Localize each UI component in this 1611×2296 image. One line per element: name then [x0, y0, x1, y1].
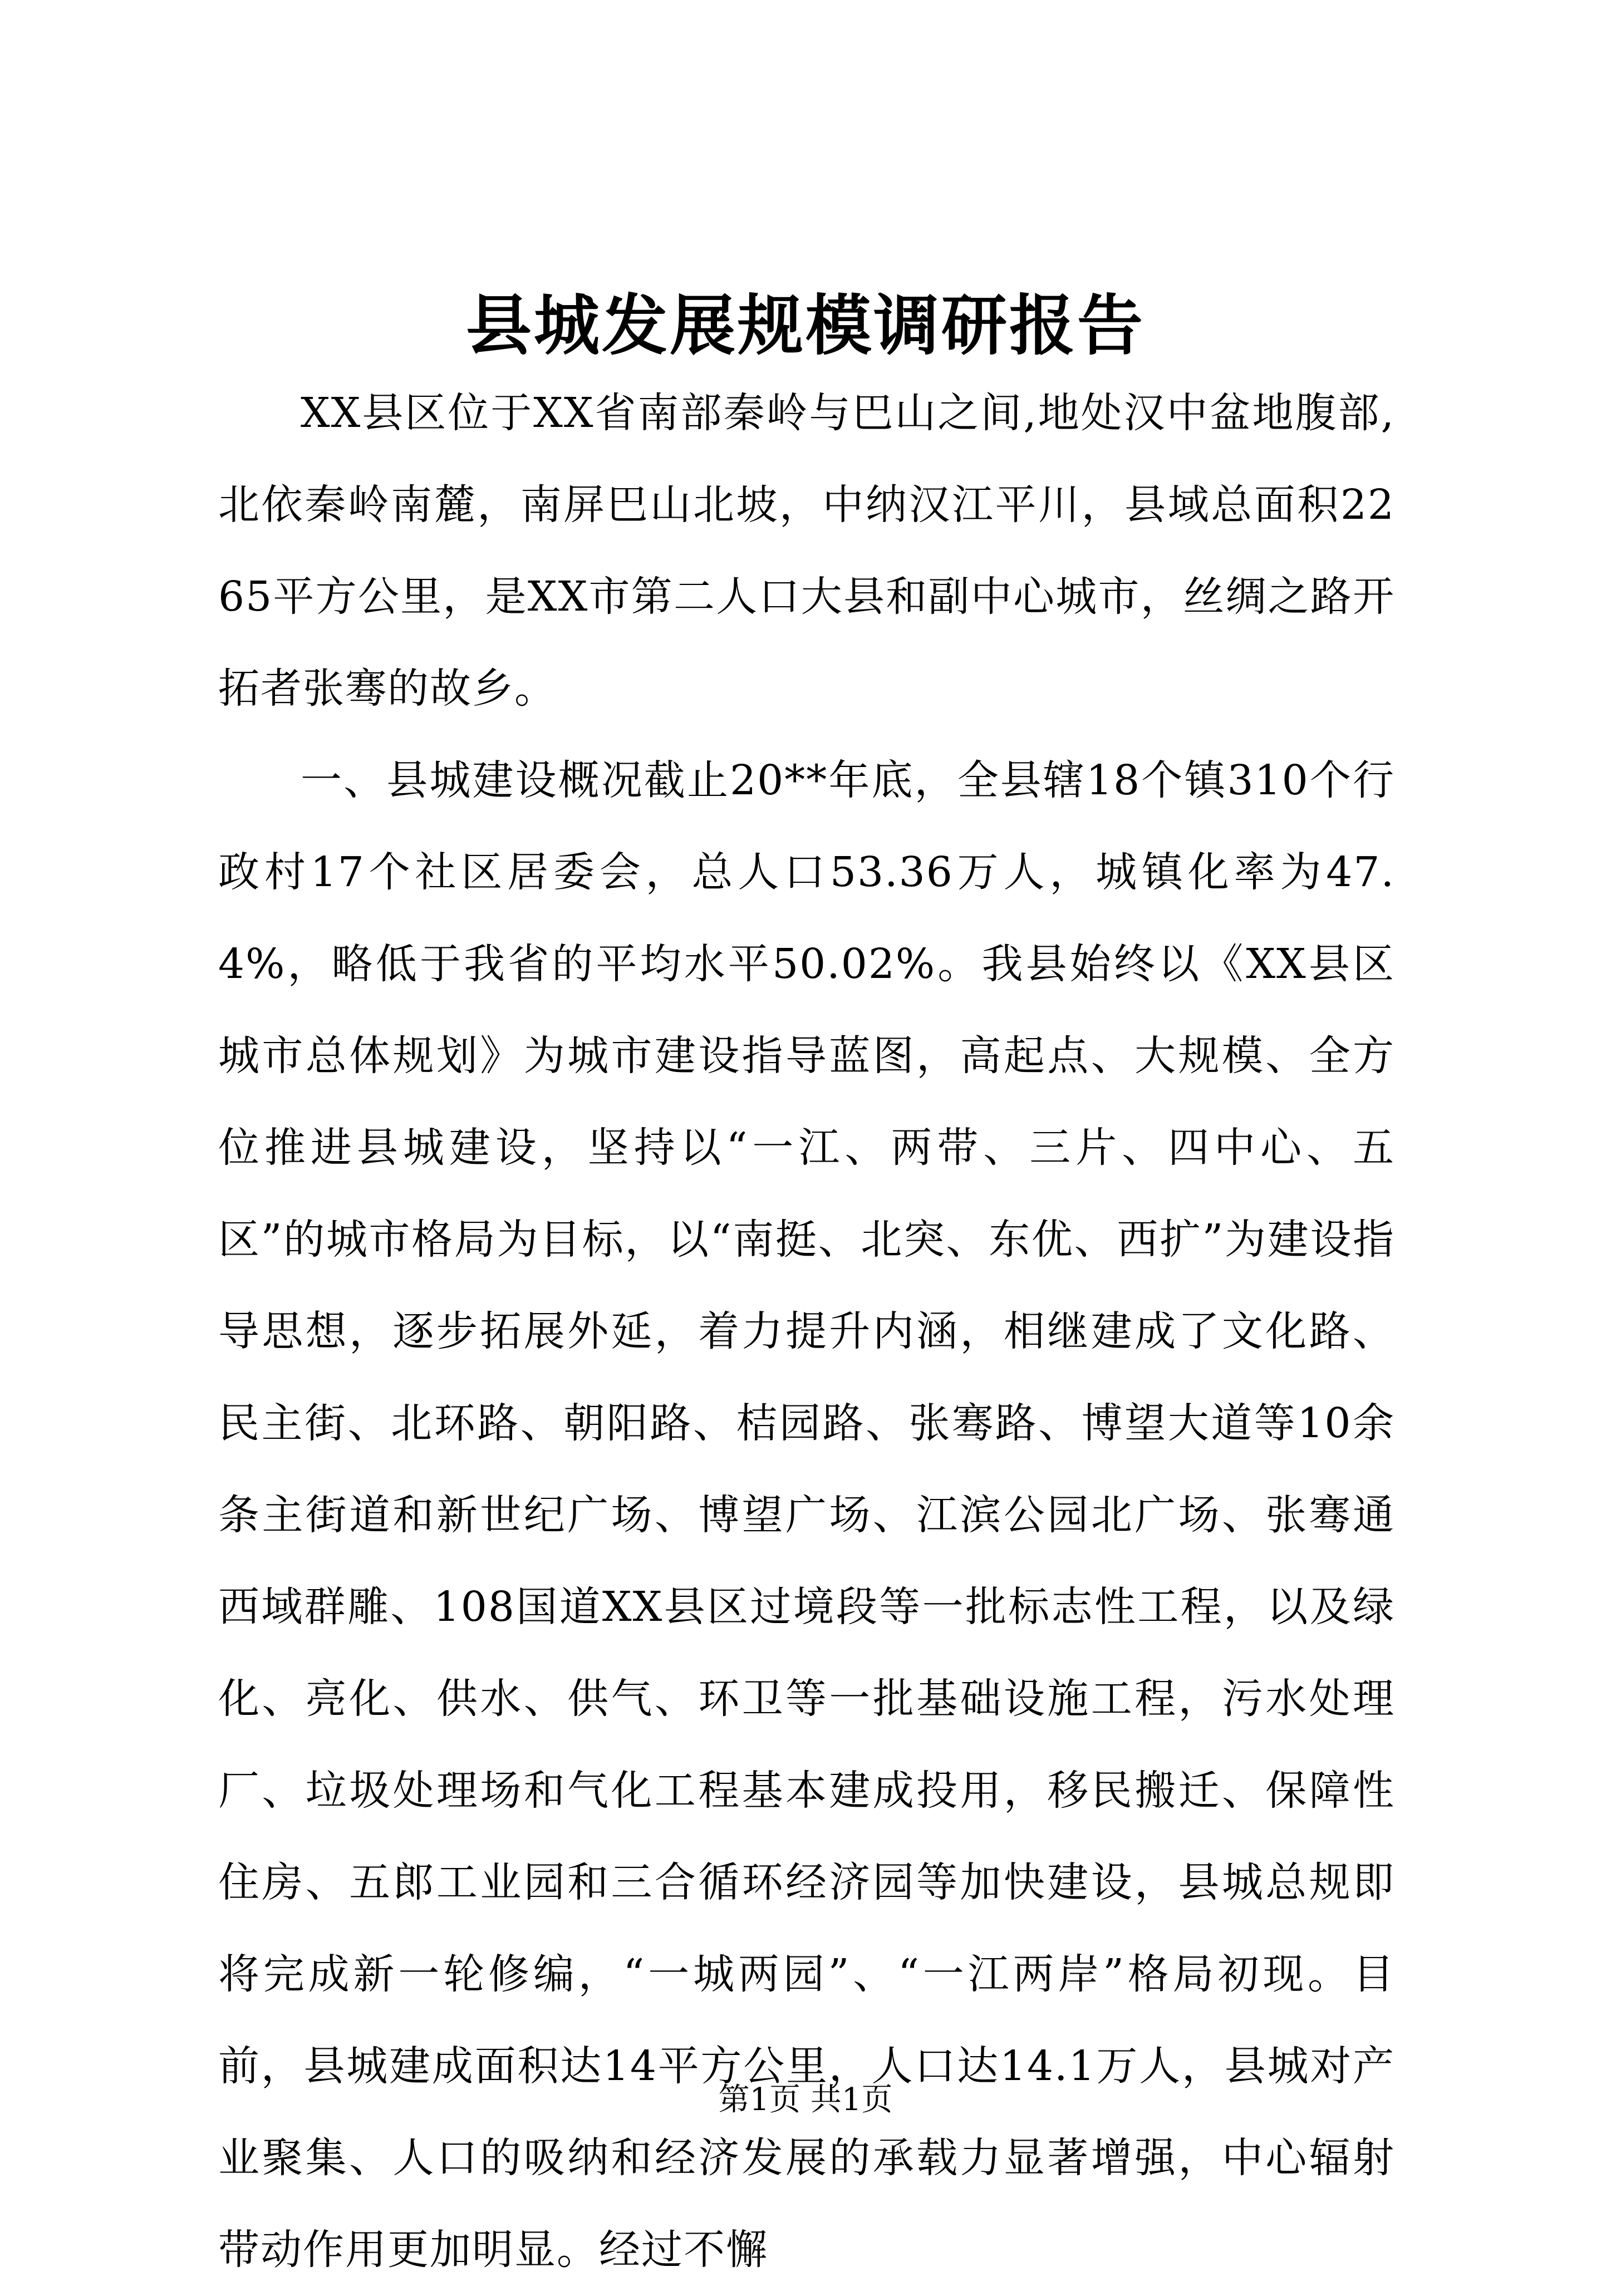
paragraph-overview: 一、县城建设概况截止20**年底，全县辖18个镇310个行政村17个社区居委会，总人口53.36万人，城镇化率为47.4%，略低于我省的平均水平50.02%。我县始终以《XX县区城市总体规划》为城市建设指导蓝图，高起点、大规模、全方位推进县城建设，坚持以“一江、两带、三片、四中心、五区”的城市格局为目标，以“南挺、北突、东优、西扩”为建设指导思想，逐步拓展外延，着力提升内涵，相继建成了文化路、民主街、北环路、朝阳路、桔园路、张骞路、博望大道等10余条主街道和新世纪广场、博望广场、江滨公园北广场、张骞通西域群雕、108国道XX县区过境段等一批标志性工程，以及绿化、亮化、供水、供气、环卫等一批基础设施工程，污水处理厂、垃圾处理场和气化工程基本建成投用，移民搬迁、保障性住房、五郎工业园和三合循环经济园等加快建设，县城总规即将完成新一轮修编，“一城两园”、“一江两岸”格局初现。目前，县城建成面积达14平方公里，人口达14.1万人，县城对产业聚集、人口的吸纳和经济发展的承载力显著增强，中心辐射带动作用更加明显。经过不懈 — [218, 756, 1395, 2274]
page-footer: 第1页 共1页 — [718, 2082, 893, 2118]
document-title: 县城发展规模调研报告 — [465, 287, 1145, 364]
paragraph-intro: XX县区位于XX省南部秦岭与巴山之间,地处汉中盆地腹部,北依秦岭南麓，南屏巴山北坡，中纳汉江平川，县域总面积2265平方公里，是XX市第二人口大县和副中心城市，丝绸之路开拓者张骞的故乡。 — [218, 389, 1395, 712]
document-body — [218, 367, 1395, 2296]
